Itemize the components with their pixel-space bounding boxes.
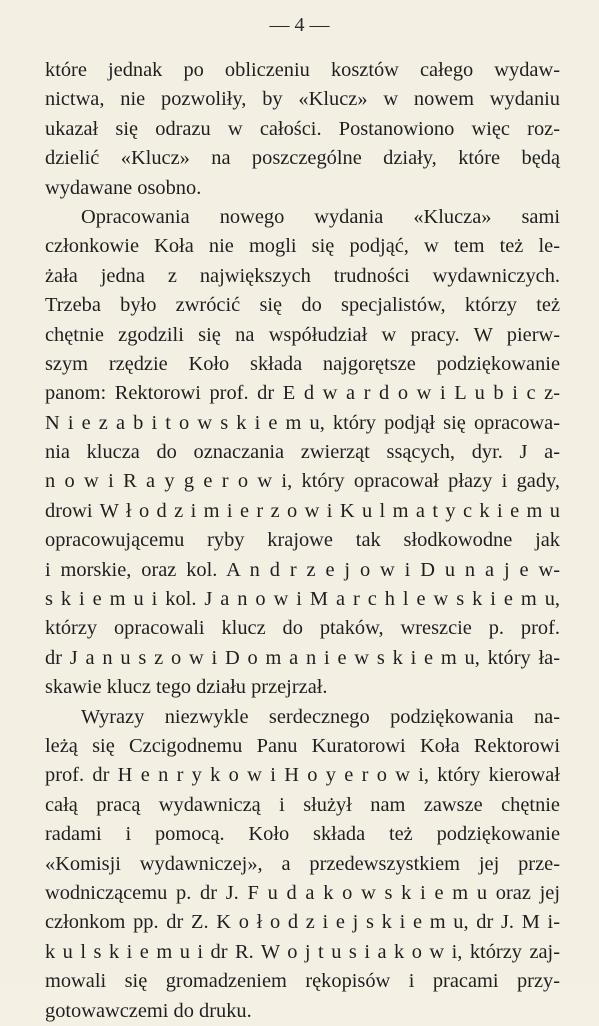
text-line: mowali się gromadzeniem rękopisów i pracami przy-	[45, 970, 560, 993]
text-line: Trzeba było zwrócić się do specjalistów, którzy też	[45, 294, 560, 317]
text-line: gotowawczemi do druku.	[45, 999, 252, 1022]
text-line: wydawane osobno.	[45, 176, 202, 199]
text-line: n o w i R a y g e r o w i, który opracował płazy i gady,	[45, 470, 560, 493]
text-line: szym rzędzie Koło składa najgorętsze podziękowanie	[45, 352, 560, 375]
text-line: N i e z a b i t o w s k i e m u, który podjął się opracowa-	[45, 411, 560, 434]
text-line: panom: Rektorowi prof. dr E d w a r d o w i L u b i c z-	[45, 382, 560, 405]
text-line: które jednak po obliczeniu kosztów całego wydaw-	[45, 59, 560, 81]
page-number: — 4 —	[269, 14, 330, 36]
text-line: dzielić «Klucz» na poszczególne działy, które będą	[45, 147, 560, 170]
text-line: drowi W ł o d z i m i e r z o w i K u l m a t y c k i e m u	[45, 499, 560, 522]
body-text	[45, 56, 560, 1026]
text-line: skawie klucz tego działu przejrzał.	[45, 676, 328, 699]
text-line: «Komisji wydawniczej», a przedewszystkiem jej prze-	[45, 852, 560, 875]
text-line: członkom pp. dr Z. K o ł o d z i e j s k i e m u, dr J. M i-	[45, 911, 560, 934]
text-line: leżą się Czcigodnemu Panu Kuratorowi Koła Rektorowi	[45, 734, 560, 757]
text-line: Opracowania nowego wydania «Klucza» sami	[81, 205, 560, 228]
text-line: chętnie zgodzili się na współudział w pracy. W pierw-	[45, 323, 560, 346]
text-line: k u l s k i e m u i dr R. W o j t u s i a k o w i, którzy zaj-	[45, 940, 560, 963]
text-line: wodniczącemu p. dr J. F u d a k o w s k i e m u oraz jej	[45, 881, 560, 904]
text-line: nictwa, nie pozwoliły, by «Klucz» w nowem wydaniu	[45, 88, 560, 111]
text-line: opracowującemu ryby krajowe tak słodkowodne jak	[45, 529, 560, 552]
text-line: dr J a n u s z o w i D o m a n i e w s k i e m u, który ła-	[45, 646, 560, 669]
text-line: nia klucza do oznaczania zwierząt ssących, dyr. J a-	[45, 441, 560, 464]
text-line: Wyrazy niezwykle serdecznego podziękowania na-	[81, 705, 560, 728]
text-line: prof. dr H e n r y k o w i H o y e r o w i, który kierował	[45, 764, 560, 787]
text-line: całą pracą wydawniczą i służył nam zawsze chętnie	[45, 793, 560, 816]
text-line: s k i e m u i kol. J a n o w i M a r c h l e w s k i e m u,	[45, 588, 560, 611]
text-line: którzy opracowali klucz do ptaków, wreszcie p. prof.	[45, 617, 560, 640]
text-line: radami i pomocą. Koło składa też podziękowanie	[45, 823, 560, 846]
text-line: członkowie Koła nie mogli się podjąć, w tem też le-	[45, 235, 560, 258]
text-line: i morskie, oraz kol. A n d r z e j o w i D u n a j e w-	[45, 558, 560, 581]
text-line: ukazał się odrazu w całości. Postanowiono więc roz-	[45, 117, 560, 140]
text-line: żała jedna z największych trudności wydawniczych.	[45, 264, 560, 287]
